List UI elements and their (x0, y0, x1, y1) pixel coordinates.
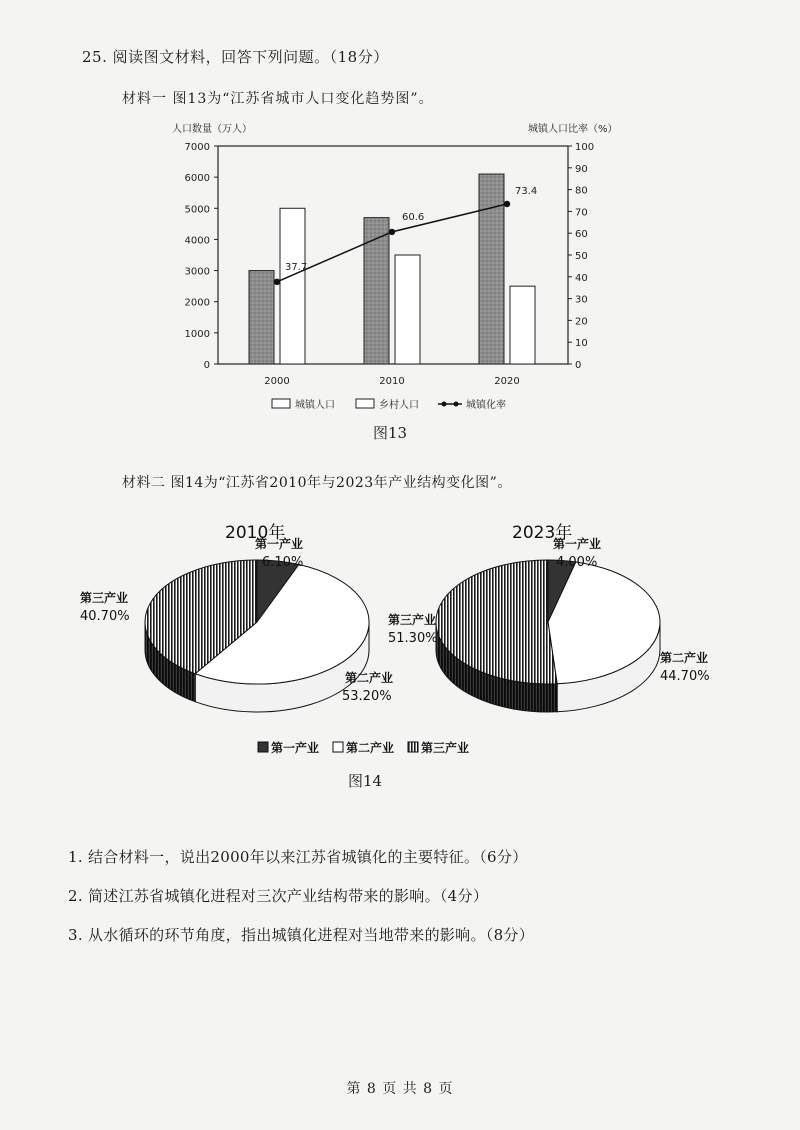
urbanization-rate-line (277, 204, 507, 282)
pie-value-label: 40.70% (80, 609, 130, 624)
pie-value-label: 4.00% (556, 555, 598, 570)
y2-tick-label: 20 (575, 316, 588, 328)
legend-rural-label: 乡村人口 (379, 400, 419, 411)
legend-rate-dot (442, 402, 447, 407)
y-tick-label: 1000 (184, 328, 210, 340)
figure-13-caption: 图13 (372, 424, 408, 442)
page-footer: 第 8 页 共 8 页 (346, 1081, 454, 1097)
material-one-intro: 材料一 图13为“江苏省城市人口变化趋势图”。 (122, 91, 434, 107)
bar-rural-population (280, 208, 308, 364)
y-tick-label: 7000 (184, 142, 210, 153)
x-tick-label: 2000 (264, 376, 290, 387)
pie-title: 2010年 (225, 523, 286, 543)
legend-rural-swatch (356, 399, 374, 408)
pie-legend-swatch (333, 742, 343, 752)
legend-rate-dot (454, 402, 459, 407)
bar-urban-population (249, 271, 274, 364)
y-tick-label: 3000 (184, 266, 210, 278)
y-tick-label: 5000 (184, 204, 210, 216)
y2-tick-label: 90 (575, 163, 588, 175)
y-tick-label: 6000 (184, 173, 210, 185)
pie-legend-swatch (258, 742, 268, 752)
figure-14-caption: 图14 (347, 772, 383, 790)
legend-urban-swatch (272, 399, 290, 408)
pie-label: 第三产业 (388, 613, 437, 627)
sub-question-2: 2. 简述江苏省城镇化进程对三次产业结构带来的影响。（4分） (68, 887, 489, 905)
population-chart (0, 110, 800, 420)
urbanization-rate-point (389, 229, 395, 235)
pie-title: 2023年 (512, 523, 573, 543)
bar-rural-population (395, 255, 420, 364)
pie-value-label: 6.10% (262, 555, 304, 570)
pie-label: 第一产业 (255, 537, 304, 551)
y2-tick-label: 60 (575, 229, 588, 241)
x-tick-label: 2010 (379, 376, 405, 387)
pie-value-label: 44.70% (660, 669, 710, 684)
urbanization-rate-point (274, 279, 280, 285)
y-tick-label: 2000 (184, 297, 210, 309)
y2-tick-label: 0 (575, 360, 582, 371)
y2-tick-label: 30 (575, 294, 588, 306)
pie-value-label: 53.20% (342, 689, 392, 704)
y2-axis-title: 城镇人口比率（%） (528, 124, 618, 135)
industry-structure-charts (0, 510, 800, 770)
y-axis-title: 人口数量（万人） (172, 124, 252, 135)
x-tick-label: 2020 (494, 376, 520, 387)
urbanization-rate-label: 73.4 (515, 185, 538, 197)
pie-label: 第三产业 (80, 591, 129, 605)
y2-tick-label: 80 (575, 185, 588, 197)
y-tick-label: 0 (203, 360, 210, 371)
pie-legend-label: 第二产业 (346, 741, 395, 755)
question-header: 25. 阅读图文材料，回答下列问题。（18分） (82, 48, 389, 66)
pie-label: 第二产业 (660, 651, 709, 665)
pie-label: 第一产业 (553, 537, 602, 551)
y-tick-label: 4000 (184, 235, 210, 247)
y2-tick-label: 40 (575, 272, 588, 284)
sub-question-1: 1. 结合材料一，说出2000年以来江苏省城镇化的主要特征。（6分） (68, 848, 528, 866)
pie-legend-label: 第三产业 (421, 741, 470, 755)
legend-rate-label: 城镇化率 (466, 400, 506, 411)
pie-legend-label: 第一产业 (271, 741, 320, 755)
material-two-intro: 材料二 图14为“江苏省2010年与2023年产业结构变化图”。 (122, 475, 512, 491)
bar-urban-population (364, 218, 389, 364)
urbanization-rate-label: 60.6 (402, 211, 425, 223)
urbanization-rate-point (504, 201, 510, 207)
legend-urban-label: 城镇人口 (295, 400, 335, 411)
urbanization-rate-label: 37.7 (285, 261, 308, 273)
y2-tick-label: 10 (575, 338, 588, 350)
pie-legend-swatch (408, 742, 418, 752)
y2-tick-label: 70 (575, 207, 588, 219)
sub-question-3: 3. 从水循环的环节角度，指出城镇化进程对当地带来的影响。（8分） (68, 926, 535, 944)
pie-label: 第二产业 (345, 671, 394, 685)
bar-rural-population (510, 286, 535, 364)
bar-urban-population (479, 174, 504, 364)
y2-tick-label: 100 (575, 142, 595, 153)
y2-tick-label: 50 (575, 251, 588, 262)
pie-value-label: 51.30% (388, 631, 438, 646)
